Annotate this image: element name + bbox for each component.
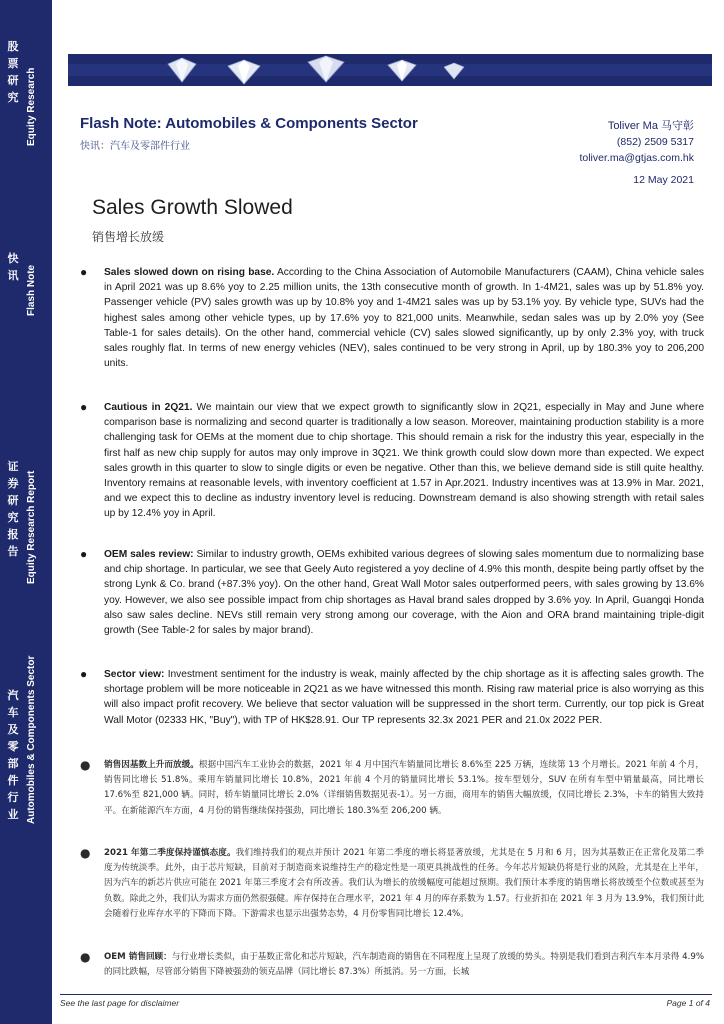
bullet-dot-icon: ●: [80, 758, 91, 772]
bullet-lead: Sector view:: [104, 669, 165, 680]
bullet-text: 我们维持我们的观点并预计 2021 年第二季度的增长将显著放缓，尤其是在 5 月和 6 月，因为其基数正在正常化及第二季度为传统淡季。此外，由于芯片短缺，目前对于制造商来说维持生产的稳定性是一项更具挑战性的任务。今年芯片短缺仍将是行业的风险，尤其是在上半年，因为汽车的新芯片供应可能在 2021 年第三季度才会有所改善。我们认为增长的放缓幅度可能超过预期。我们预计本季度的销售增长将放缓至个位数或甚至为负数。除此之外，我们认为需求方面仍然很强健。库存保持在合理水平，2021 年 4 月的库存系数为 1.57。行业折扣在 2021 年 3 月为 13.9%，我们预计此会随着行业库存水平的下降而下降。下游需求也显示出强势态势，4 月份零售同比增长 12.4%。: [104, 848, 704, 919]
analyst-email[interactable]: toliver.ma@gtjas.com.hk: [579, 152, 694, 164]
bullet-lead: OEM 销售回顾：: [104, 952, 172, 962]
sidebar-en-label: Equity Research Report: [26, 470, 37, 584]
sidebar-en-label: Automobiles & Components Sector: [26, 655, 37, 824]
bullet-dot-icon: ●: [80, 667, 88, 681]
bullet-dot-icon: ●: [80, 950, 91, 964]
header-banner: [68, 54, 712, 86]
bullet-lead: 销售因基数上升而放缓。: [104, 760, 199, 770]
sidebar-section-flash-note: [0, 240, 52, 320]
bullet-sector-view: [80, 667, 704, 728]
sidebar-en-label: Flash Note: [26, 264, 37, 316]
sidebar-cn-label: 股票研究: [7, 40, 19, 104]
bullet-text: We maintain our view that we expect growth to significantly slow in 2Q21, especially in May and June where comparison base is normalizing and second quarter is traditionally a low season. Moreover, maintaining production stability is a more challenging task for OEMs at the moment due to chip shortage. This should remain a risk for the industry this year, especially in the first half as new chip supply for autos may only improve in 3Q21. We think growth could slow down more than expected. We expect sales growth in this quarter to slow to single digits or even be negative. Other than this, we believe demand side is still quite healthy. Inventory remains at reasonable levels, with inventory coefficient at 1.57 in Apr.2021. Industry incentives was at 13.9% in Mar. 2021, and we expect this to decline as industry inventory level is reducing. Downstream demand is also showing strength with retail sales up by 12.4% yoy in April.: [104, 402, 704, 520]
analyst-phone: (852) 2509 5317: [616, 136, 694, 148]
headline-cn: 销售增长放缓: [92, 230, 165, 244]
bullet-dot-icon: ●: [80, 846, 91, 860]
diamond-graphic: [158, 54, 478, 86]
bullet-lead: 2021 年第二季度保持谨慎态度。: [104, 848, 236, 858]
sidebar-en-label: Equity Research: [26, 67, 37, 146]
footer-divider: [60, 994, 712, 995]
footer-disclaimer[interactable]: See the last page for disclaimer: [60, 998, 180, 1008]
bullet-cn-cautious: [80, 846, 704, 922]
report-title: Flash Note: Automobiles & Components Sector: [80, 115, 418, 132]
page-number: Page 1 of 4: [666, 998, 710, 1008]
bullet-cn-oem: [80, 950, 704, 990]
bullet-sales-slowed: [80, 265, 704, 371]
sidebar-cn-label: 证券研究报告: [7, 460, 19, 558]
bullet-text: According to the China Association of Automobile Manufacturers (CAAM), China vehicle sales in April 2021 was up 8.6% yoy to 2.25 million units, the 13th consecutive month of growth. In 1-4M21, sales was up by 51.8% yoy. Passenger vehicle (PV) sales growth was up by 10.8% yoy and 1-4M21 sales was up by 53.1% yoy. By vehicle type, SUVs had the highest sales among other vehicle types, up by 17.6% yoy to 821,000 units. Meanwhile, sedan sales was up by 2.0% yoy (See Table-1 for sales details). On the other hand, commercial vehicle (CV) sales slowed significantly, up by only 2.3% yoy, with truck sales roughly flat. In terms of new energy vehicles (NEV), sales continued to be very strong in April, up by 180.3% yoy to 206,200 units.: [104, 267, 704, 370]
bullet-dot-icon: ●: [80, 265, 88, 279]
sidebar-section-sector: [0, 655, 52, 825]
report-subtitle: 快讯：汽车及零部件行业: [80, 141, 190, 152]
bullet-lead: OEM sales review:: [104, 549, 194, 560]
sidebar-cn-label: 汽车及零部件行业: [7, 689, 19, 821]
sidebar-section-equity-research: [0, 30, 52, 150]
left-sidebar: [0, 0, 52, 1024]
bullet-text: Similar to industry growth, OEMs exhibited various degrees of slowing sales momentum due to normalizing base and chip shortage. In particular, we see that Geely Auto registered a yoy decline of 4.9% this month, despite being partly offset by the strong Lynk & Co. brand (+87.3% yoy). On the other hand, Great Wall Motor sales outperformed peers, with sales growing by 13.6% yoy. However, we also see possible impact from chip shortages as Haval brand sales dropped by 3.6% yoy. In April, Guangqi Honda also saw sales decline. NEVs still remain very strong among our coverage, with the Aion and ORA brand maintaining triple-digit growth (See Table-2 for sales by major brand).: [104, 549, 704, 637]
analyst-name: Toliver Ma 马守彰: [607, 120, 694, 132]
bullet-text: 与行业增长类似，由于基数正常化和芯片短缺，汽车制造商的销售在不同程度上呈现了放缓的势头。特别是我们看到吉利汽车本月录得 4.9%的同比跌幅，尽管部分销售下降被强劲的领克品牌（同比增长 87.3%）所抵消。另一方面，长城: [104, 952, 704, 978]
bullet-text: 根据中国汽车工业协会的数据，2021 年 4 月中国汽车销量同比增长 8.6%至 225 万辆，连续第 13 个月增长。2021 年前 4 个月，销售同比增长 51.8%。乘用车销量同比增长 10.8%，2021 年前 4 个月的销量同比增长 53.1%。按车型划分，SUV 在所有车型中销量最高，同比增长 17.6%至 821,000 辆。同时，轿车销量同比增长 2.0%（详细销售数据见表-1）。另一方面，商用车的销售大幅放缓，仅同比增长 2.3%，卡车的销售大致持平。在新能源汽车方面，4 月份的销售继续保持强劲，同比增长 180.3%至 206,200 辆。: [104, 760, 704, 816]
bullet-oem-review: [80, 547, 704, 638]
bullet-cn-sales: [80, 758, 704, 819]
bullet-text: Investment sentiment for the industry is weak, mainly affected by the chip shortage as it is affecting sales growth. The shortage problem will be more noticeable in 2Q21 as we have witnessed this month. Rising raw material price is also worrying as this will also impact profit recovery. We believe that sector valuation will be suppressed in the short term. Currently, our top pick is Great Wall Motor (02333 HK, "Buy"), with TP of HK$28.91. Our TP represents 32.3x 2021 PER and 21.0x 2022 PER.: [104, 669, 704, 726]
bullet-lead: Cautious in 2Q21.: [104, 402, 193, 413]
bullet-dot-icon: ●: [80, 547, 88, 561]
bullet-cautious: [80, 400, 704, 522]
bullet-dot-icon: ●: [80, 400, 88, 414]
sidebar-section-equity-research-report: [0, 450, 52, 590]
analyst-info: [579, 118, 694, 166]
sidebar-cn-label: 快讯: [7, 252, 19, 282]
headline: Sales Growth Slowed: [92, 196, 293, 219]
bullet-lead: Sales slowed down on rising base.: [104, 267, 275, 278]
report-date: 12 May 2021: [633, 174, 694, 186]
